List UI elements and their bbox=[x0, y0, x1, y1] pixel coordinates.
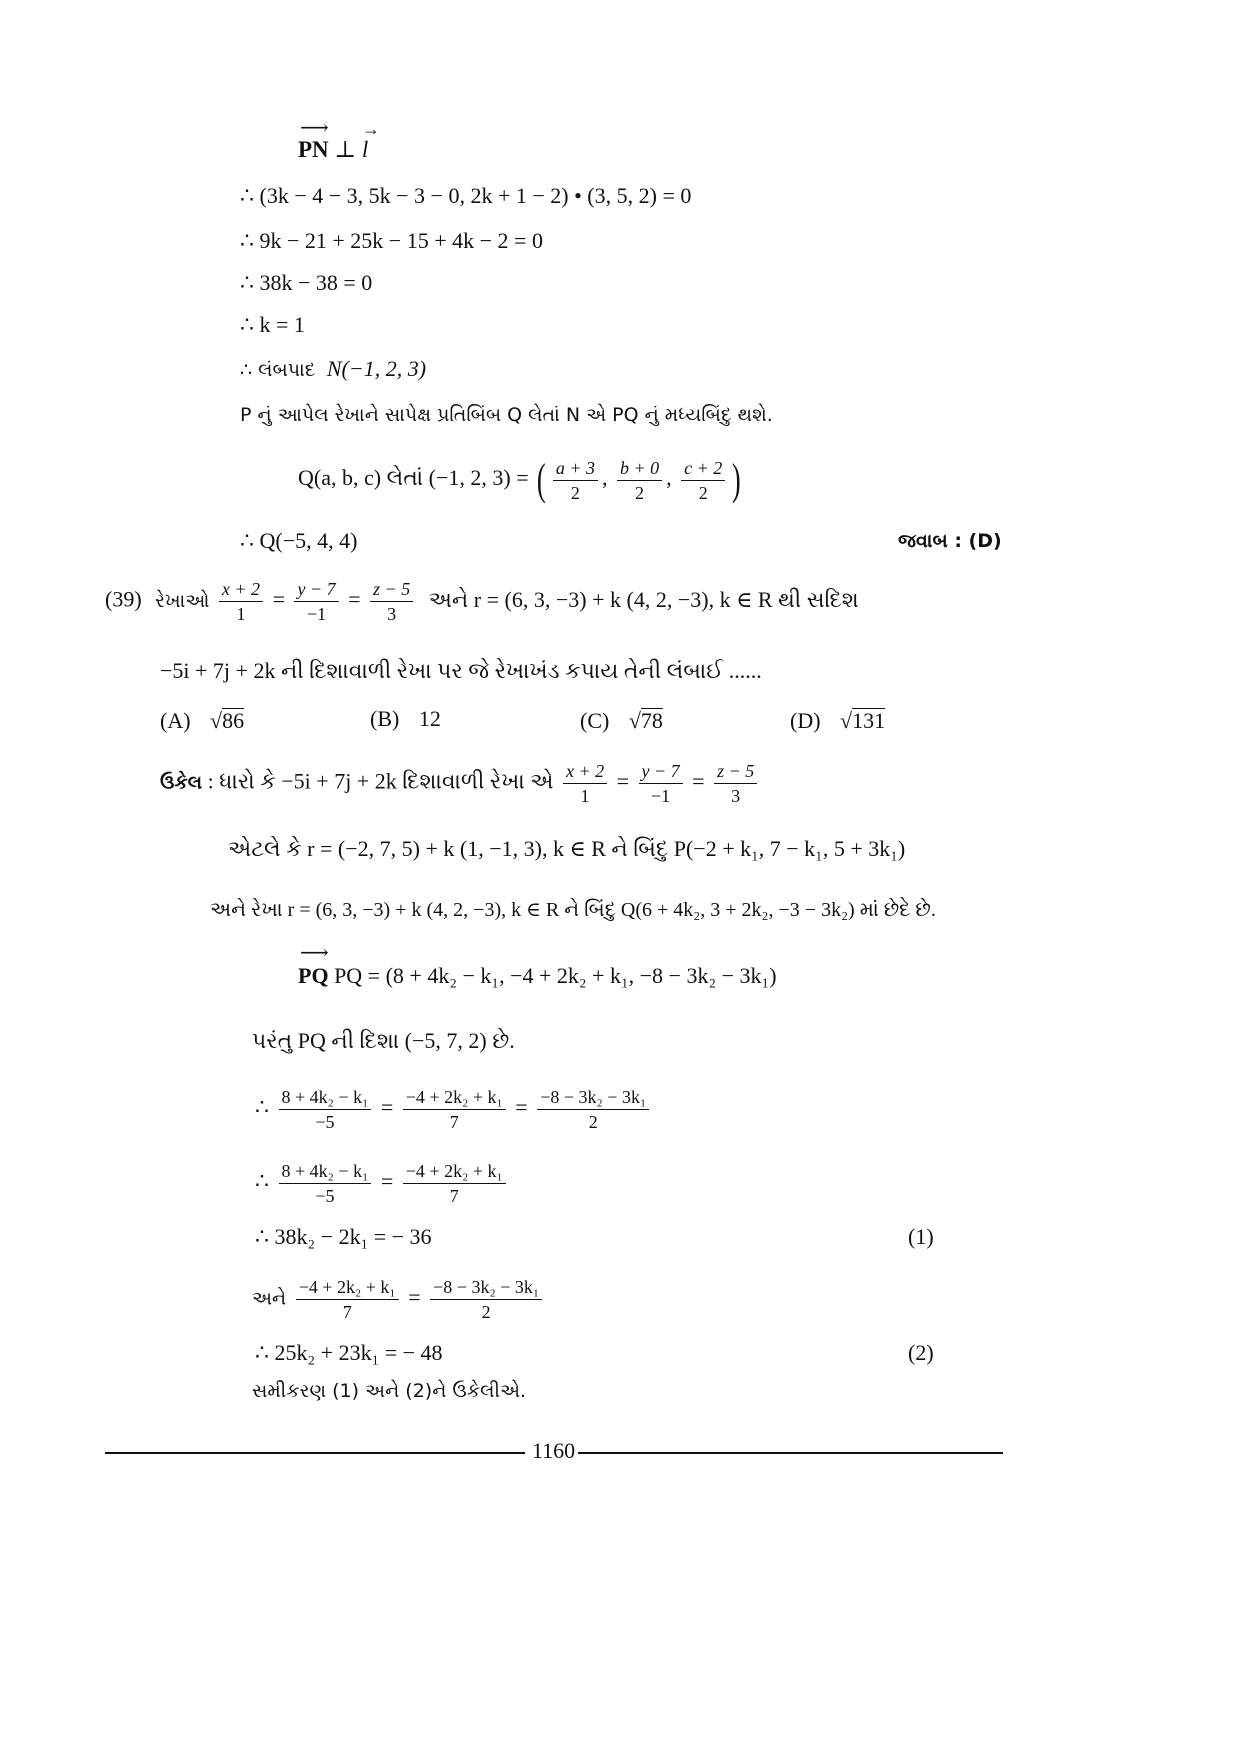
solution-direction: પરંતુ PQ ની દિશા (−5, 7, 2) છે. bbox=[252, 1028, 515, 1053]
result-q-point: ∴ Q(−5, 4, 4) bbox=[240, 528, 358, 553]
equation-line-3: ∴ 9k − 21 + 25k − 15 + 4k − 2 = 0 bbox=[240, 228, 543, 253]
midpoint-equation: Q(a, b, c) લેતાં (−1, 2, 3) = ( $\frac{a + 3}{2}$ , $\frac{b + 0}{2}$ , $\frac{c + 2}{2}$ ) bbox=[298, 455, 741, 504]
option-b[interactable]: (B) 12 bbox=[370, 706, 441, 731]
ratio-equation-3: અને $\frac{\text{−4 + 2k₂ + k₁}}{7}$ = $\frac{\text{−8 − 3k₂ − 3k₁}}{2}$ bbox=[252, 1278, 546, 1321]
equation-line-5: ∴ k = 1 bbox=[240, 312, 305, 337]
footer-rule-right bbox=[578, 1452, 1003, 1454]
question-39-line-2: −5i + 7j + 2k ની દિશાવાળી રેખા પર જે રેખાખંડ કપાય તેની લંબાઈ ...... bbox=[160, 658, 762, 683]
foot-point: N(−1, 2, 3) bbox=[326, 356, 427, 381]
fraction: $\frac{c + 2}{2}$ bbox=[681, 459, 725, 502]
answer-label: જવાબ : (D) bbox=[898, 530, 1002, 552]
solution-line-3: અને રેખા r = (6, 3, −3) + k (4, 2, −3), k ∈ R ને બિંદુ Q(6 + 4k₂, 3 + 2k₂, −3 − 3k₂) માં છેદે છે. bbox=[210, 899, 936, 921]
option-d[interactable]: (D) √131 bbox=[790, 708, 886, 733]
fraction: $\frac{a + 3}{2}$ bbox=[553, 459, 598, 502]
footer-rule-left bbox=[105, 1452, 525, 1454]
solution-label: ઉકેલ bbox=[160, 771, 203, 794]
pn-perp-line: PN ⟶ ⊥ l → bbox=[298, 117, 380, 162]
equation-1: ∴ 38k₂ − 2k₁ = − 36 bbox=[255, 1224, 432, 1249]
midpoint-left: Q(a, b, c) લેતાં (−1, 2, 3) = bbox=[298, 465, 529, 491]
solution-line-2: એટલે કે r = (−2, 7, 5) + k (1, −1, 3), k ∈ R ને બિંદુ P(−2 + k₁, 7 − k₁, 5 + 3k₁) bbox=[228, 836, 906, 861]
foot-label: ∴ લંબપાદ bbox=[240, 359, 316, 381]
fraction: $\frac{b + 0}{2}$ bbox=[617, 459, 662, 502]
equation-line-2: ∴ (3k − 4 − 3, 5k − 3 − 0, 2k + 1 − 2) • (3, 5, 2) = 0 bbox=[240, 183, 692, 208]
ratio-equation-2: ∴ $\frac{\text{8 + 4k₂ − k₁}}{-5}$ = $\frac{\text{−4 + 2k₂ + k₁}}{7}$ bbox=[255, 1162, 510, 1205]
solve-statement: સમીકરણ (1) અને (2)ને ઉકેલીએ. bbox=[252, 1380, 527, 1402]
ratio-equation-1: ∴ $\frac{\text{8 + 4k₂ − k₁}}{-5}$ = $\frac{\text{−4 + 2k₂ + k₁}}{7}$ = $\frac{\text{−8 − 3k₂ − 3k₁}}{2}$ bbox=[255, 1088, 653, 1131]
option-c[interactable]: (C) √78 bbox=[580, 708, 663, 733]
equation-1-number: (1) bbox=[908, 1224, 934, 1249]
reflection-statement: P નું આપેલ રેખાને સાપેક્ષ પ્રતિબિંબ Q લેતાં N એ PQ નું મધ્યબિંદુ થશે. bbox=[240, 404, 773, 426]
foot-of-perpendicular bbox=[240, 358, 426, 380]
equation-2: ∴ 25k₂ + 23k₁ = − 48 bbox=[255, 1340, 443, 1365]
equation-line-4: ∴ 38k − 38 = 0 bbox=[240, 270, 373, 295]
question-39-line-1: (39) રેખાઓ $\frac{x + 2}{1}$ = $\frac{y - 7}{-1}$ = $\frac{z - 5}{3}$ અને r = (6, 3, −3) + k (4, 2, −3), k ∈ R થી સદિશ bbox=[105, 579, 859, 624]
question-number: (39) bbox=[105, 586, 142, 612]
page-number: 1160 bbox=[532, 1438, 576, 1463]
equation-2-number: (2) bbox=[908, 1340, 934, 1365]
option-a[interactable]: (A) √86 bbox=[160, 708, 245, 733]
pq-vector: PQ ⟶ PQ = (8 + 4k₂ − k₁, −4 + 2k₂ + k₁, −8 − 3k₂ − 3k₁) bbox=[298, 942, 777, 988]
solution-line-1: ઉકેલ : ધારો કે −5i + 7j + 2k દિશાવાળી રેખા એ $\frac{x + 2}{1}$ = $\frac{y - 7}{-1}$ = $\frac{z - 5}{3}$ bbox=[160, 762, 761, 805]
